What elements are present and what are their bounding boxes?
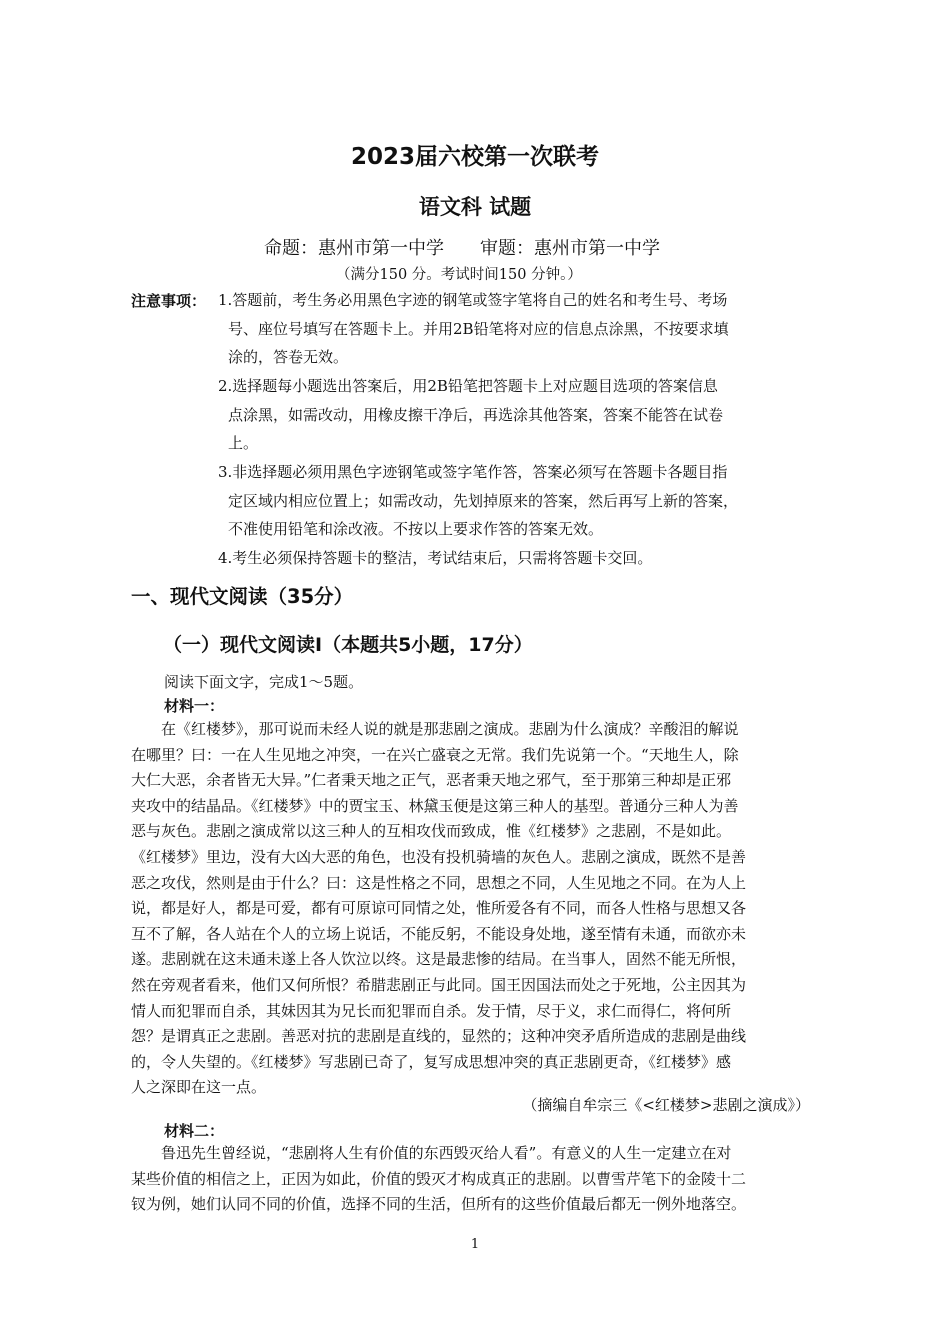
exam-subtitle: 语文科 试题: [418, 195, 532, 219]
notice-item-1: 1.答题前，考生务必用黑色字迹的钢笔或签字笔将自己的姓名和考生号、考场 号、座位号填写在答题卡上。并用2B铅笔将对应的信息点涂黑，不按要求填 涂的，答卷无效。: [218, 291, 729, 366]
page-number: 1: [470, 1237, 480, 1252]
notice-item-4: 4.考生必须保持答题卡的整洁，考试结束后，只需将答题卡交回。: [218, 549, 653, 567]
material-2-label: 材料二：: [164, 1122, 225, 1140]
notice-item-3: 3.非选择题必须用黑色字迹钢笔或签字笔作答，答案必须写在答题卡各题目指 定区域内相应位置上；如需改动，先划掉原来的答案，然后再写上新的答案， 不准使用铅笔和涂改液。不按以上要求作答的答案无效。: [218, 463, 739, 538]
notice-item-2: 2.选择题每小题选出答案后，用2B铅笔把答题卡上对应题目选项的答案信息 点涂黑，如需改动，用橡皮擦干净后，再选涂其他答案，答案不能答在试卷 上。: [218, 377, 724, 452]
author-line: [264, 234, 660, 260]
reviewer-text: 审题：惠州市第一中学: [480, 238, 660, 259]
subsection-heading: （一）现代文阅读Ⅰ（本题共5小题，17分）: [163, 634, 533, 656]
exam-title: 2023届六校第一次联考: [350, 144, 599, 170]
reading-instruction: 阅读下面文字，完成1～5题。: [164, 673, 364, 691]
material-2-text: 鲁迅先生曾经说，“悲剧将人生有价值的东西毁灭给人看”。有意义的人生一定建立在对 某些价值的相信之上，正因为如此，价值的毁灭才构成真正的悲剧。以曹雪芹笔下的金陵十二 钗为例，她们认同不同的价值，选择不同的生活，但所有的这些价值最后都无一例外地落空。: [131, 1144, 747, 1214]
material-1-source: （摘编自牟宗三《<红楼梦>悲剧之演成》）: [522, 1096, 810, 1114]
setter-text: 命题：惠州市第一中学: [264, 238, 444, 259]
notice-label: 注意事项：: [131, 292, 207, 310]
material-1-text: 在《红楼梦》，那可说而未经人说的就是那悲剧之演成。悲剧为什么演成？辛酸泪的解说 在哪里？曰：一在人生见地之冲突，一在兴亡盛衰之无常。我们先说第一个。“天地生人，除 大仁大恶，余者皆无大异。”仁者秉天地之正气，恶者秉天地之邪气，至于那第三种却是正邪 夹攻中的结晶品。《红楼梦》中的贾宝玉、林黛玉便是这第三种人的基型。普通分三种人为善 恶与灰色。悲剧之演成常以这三种人的互相攻伐而致成，惟《红楼梦》之悲剧，不是如此。 《红楼梦》里边，没有大凶大恶的角色，也没有投机骑墙的灰色人。悲剧之演成，既然不是善 恶之攻伐，然则是由于什么？曰：这是性格之不同，思想之不同，人生见地之不同。在为人上 说，都是好人，都是可爱，都有可原谅可同情之处，惟所爱各有不同，而各人性格与思想又各 互不了解，各人站在个人的立场上说话，不能反躬，不能设身处地，遂至情有未通，而欲亦未 遂。悲剧就在这未通未遂上各人饮泣以终。这是最悲惨的结局。在当事人，固然不能无所恨， 然在旁观者看来，他们又何所恨？希腊悲剧正与此同。国王因国法而处之于死地，公主因其为 情人而犯罪而自杀，其妹因其为兄长而犯罪而自杀。发于情，尽于义，求仁而得仁，将何所 怨？是谓真正之悲剧。善恶对抗的悲剧是直线的，显然的；这种冲突矛盾所造成的悲剧是曲线 的，令人失望的。《红楼梦》写悲剧已奇了，复写成思想冲突的真正悲剧更奇，《红楼梦》感 人之深即在这一点。: [131, 720, 747, 1097]
material-1-label: 材料一：: [164, 697, 225, 715]
section-heading: 一、现代文阅读（35分）: [131, 585, 354, 608]
exam-info: （满分150 分。考试时间150 分钟。）: [336, 267, 582, 283]
